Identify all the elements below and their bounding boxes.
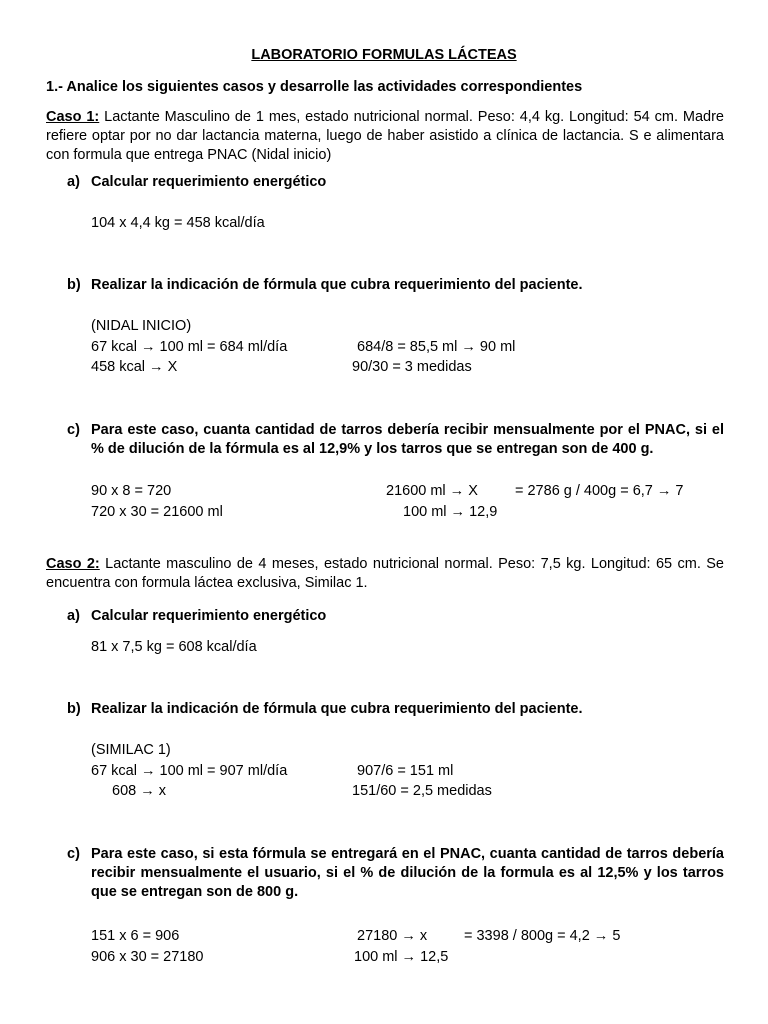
caso1-question-c	[67, 421, 724, 459]
caso2-b-line1-right: 907/6 = 151 ml	[357, 763, 454, 779]
caso1-c-line2-mid: 100 ml → 12,9	[403, 504, 498, 520]
caso1-c-letter: c)	[67, 422, 80, 438]
caso1-b-line2-right: 90/30 = 3 medidas	[352, 359, 472, 375]
caso1-c-line1-left: 90 x 8 = 720	[91, 483, 172, 499]
caso1-b-line2-left: 458 kcal → X	[91, 359, 178, 375]
caso1-b-formula: (NIDAL INICIO)	[91, 318, 192, 334]
caso1-b-letter: b)	[67, 277, 81, 293]
caso2-c-line1-right: = 3398 / 800g = 4,2 → 5	[464, 928, 621, 944]
document-title: LABORATORIO FORMULAS LÁCTEAS	[251, 47, 517, 63]
caso2-a-answer: 81 x 7,5 kg = 608 kcal/día	[91, 639, 257, 655]
caso2-c-line1-left: 151 x 6 = 906	[91, 928, 180, 944]
caso2-text: Lactante masculino de 4 meses, estado nutricional normal. Peso: 7,5 kg. Longitud: 65 cm. Se encuentra con formula láctea exclusiva, Similac 1.	[46, 556, 724, 591]
caso2-a-question: Calcular requerimiento energético	[91, 608, 327, 624]
caso1-a-letter: a)	[67, 174, 80, 190]
caso2-b-question: Realizar la indicación de fórmula que cubra requerimiento del paciente.	[91, 701, 583, 717]
caso2-c-letter: c)	[67, 846, 80, 862]
caso1-question-b	[67, 276, 724, 295]
caso1-b-line1-left: 67 kcal → 100 ml = 684 ml/día	[91, 339, 288, 355]
caso2-b-line2-right: 151/60 = 2,5 medidas	[352, 783, 492, 799]
caso1-b-line1-right: 684/8 = 85,5 ml → 90 ml	[357, 339, 516, 355]
caso2-b-letter: b)	[67, 701, 81, 717]
caso2-b-formula: (SIMILAC 1)	[91, 742, 171, 758]
caso1-c-question: Para este caso, cuanta cantidad de tarros debería recibir mensualmente por el PNAC, si el % de dilución de la fórmula es al 12,9% y los tarros que se entregan son de 400 g.	[91, 422, 724, 457]
caso1-text: Lactante Masculino de 1 mes, estado nutricional normal. Peso: 4,4 kg. Longitud: 54 cm. Madre refiere optar por no dar lactancia materna, luego de haber asistido a clínica de lactancia. S e alimentara con formula que entrega PNAC (Nidal inicio)	[46, 109, 724, 163]
caso1-question-a	[67, 173, 724, 192]
caso2-paragraph	[46, 555, 724, 593]
caso2-question-c	[67, 845, 724, 902]
caso2-c-line1-mid: 27180 → x	[357, 928, 428, 944]
caso2-c-line2-left: 906 x 30 = 27180	[91, 949, 204, 965]
section-heading: 1.- Analice los siguientes casos y desarrolle las actividades correspondientes	[46, 79, 583, 95]
caso2-label: Caso 2:	[46, 556, 100, 572]
caso1-a-question: Calcular requerimiento energético	[91, 174, 327, 190]
caso2-question-a	[67, 607, 724, 626]
caso2-a-letter: a)	[67, 608, 80, 624]
caso1-c-line1-mid: 21600 ml → X	[386, 483, 478, 499]
caso2-c-line2-mid: 100 ml → 12,5	[354, 949, 449, 965]
caso1-paragraph	[46, 108, 724, 165]
caso1-c-line2-left: 720 x 30 = 21600 ml	[91, 504, 223, 520]
caso1-c-line1-right: = 2786 g / 400g = 6,7 → 7	[515, 483, 684, 499]
caso1-label: Caso 1:	[46, 109, 100, 125]
caso2-b-line1-left: 67 kcal → 100 ml = 907 ml/día	[91, 763, 288, 779]
caso2-question-b	[67, 700, 724, 719]
caso2-b-line2-left: 608 → x	[112, 783, 166, 799]
caso2-c-question: Para este caso, si esta fórmula se entregará en el PNAC, cuanta cantidad de tarros debería recibir mensualmente el usuario, si el % de dilución de la formula es al 12,5% y los tarros que se entregan son de 800 g.	[91, 846, 724, 900]
caso1-b-question: Realizar la indicación de fórmula que cubra requerimiento del paciente.	[91, 277, 583, 293]
caso1-a-answer: 104 x 4,4 kg = 458 kcal/día	[91, 215, 265, 231]
